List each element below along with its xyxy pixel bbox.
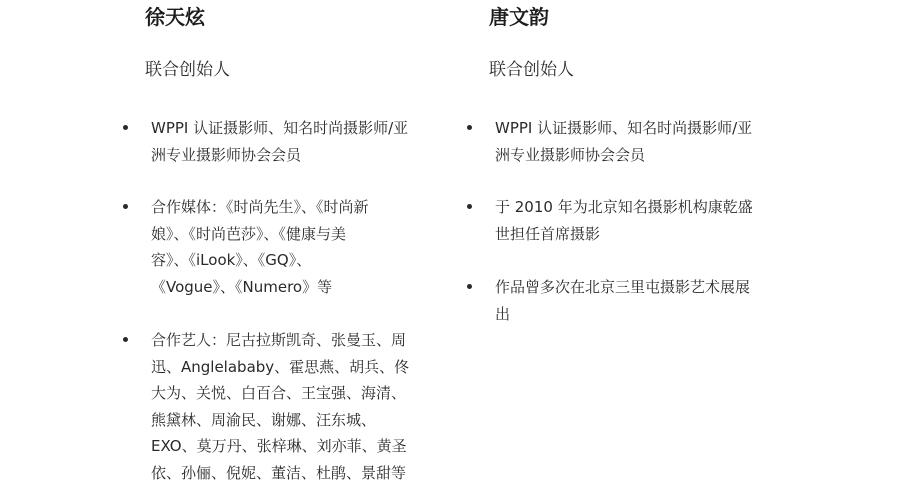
bio-line: 娘》、《时尚芭莎》、《健康与美 bbox=[151, 224, 347, 243]
bio-line: EXO、莫万丹、张梓琳、刘亦菲、黄圣 bbox=[151, 437, 407, 455]
bio-line: WPPI 认证摄影师、知名时尚摄影师/亚 bbox=[151, 119, 409, 137]
bio-line: 熊黛林、周渝民、谢娜、汪东城、 bbox=[151, 410, 377, 429]
founder-role: 联合创始人 bbox=[489, 60, 574, 80]
bio-line: 洲专业摄影师协会会员 bbox=[151, 145, 302, 164]
bullet-dot-icon bbox=[467, 125, 472, 130]
bio-line: 合作艺人：尼古拉斯凯奇、张曼玉、周 bbox=[151, 331, 407, 349]
founder-name: 徐天炫 bbox=[145, 5, 205, 29]
bio-line: 于 2010 年为北京知名摄影机构康乾盛 bbox=[495, 198, 753, 216]
bio-line: 《Vogue》、《Numero》等 bbox=[151, 277, 333, 296]
bio-line: 出 bbox=[495, 304, 511, 323]
bullet-dot-icon bbox=[467, 284, 472, 289]
bio-line: 合作媒体：《时尚先生》、《时尚新 bbox=[151, 198, 369, 216]
bio-line: 洲专业摄影师协会会员 bbox=[495, 145, 646, 164]
bio-line: 作品曾多次在北京三里屯摄影艺术展展 bbox=[495, 278, 751, 296]
bio-line: 依、孙俪、倪妮、董洁、杜鹃、景甜等 bbox=[151, 463, 407, 482]
bullet-dot-icon bbox=[123, 125, 128, 130]
bio-line: 容》、《iLook》、《GQ》、 bbox=[151, 251, 312, 269]
bullet-dot-icon bbox=[123, 337, 128, 342]
founder-name: 唐文韵 bbox=[489, 5, 549, 29]
bio-line: 大为、关悦、白百合、王宝强、海清、 bbox=[151, 384, 407, 402]
bio-line: 迅、Anglelababy、霍思燕、胡兵、佟 bbox=[151, 357, 410, 376]
bio-line: WPPI 认证摄影师、知名时尚摄影师/亚 bbox=[495, 119, 753, 137]
bio-line: 世担任首席摄影 bbox=[495, 224, 601, 243]
bullet-dot-icon bbox=[467, 204, 472, 209]
founder-role: 联合创始人 bbox=[145, 60, 230, 80]
bullet-dot-icon bbox=[123, 204, 128, 209]
